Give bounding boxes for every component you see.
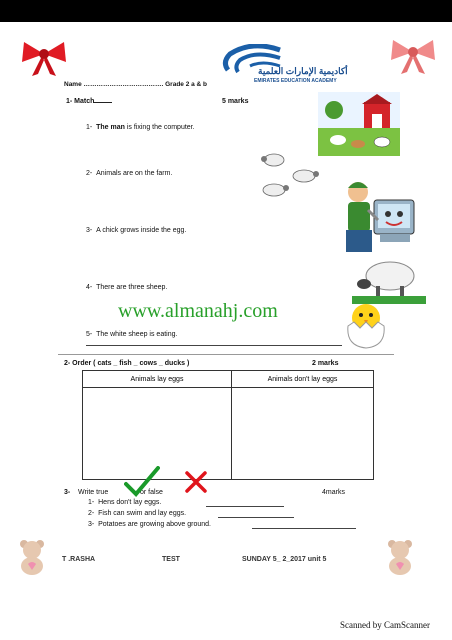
dont-lay-eggs-answer-cell[interactable] [232,388,374,480]
tf-answer-line-1[interactable] [206,506,284,507]
teddy-bear-icon [16,538,48,576]
name-grade-line: Name ………………………………. Grade 2 a & b [64,81,208,88]
scanner-label: Scanned by CamScanner [340,620,430,630]
order-table [82,370,374,480]
footer-date: SUNDAY 5_ 2_2017 unit 5 [242,556,327,563]
section3-title-b: or false [140,489,163,496]
match-item-1: 1- The man is fixing the computer. [86,124,195,131]
man-fixing-computer-icon [340,180,420,258]
tf-answer-line-3[interactable] [252,528,356,529]
section2-title: 2- Order ( cats _ fish _ cows _ ducks ) [64,360,190,367]
footer-test: TEST [162,556,180,563]
website-watermark: www.almanahj.com [118,300,278,322]
pink-bow-icon [390,34,436,76]
match-item-3: 3- A chick grows inside the egg. [86,227,187,234]
section2-marks: 2 marks [312,360,339,367]
tf-item-2: 2- Fish can swim and lay eggs. [88,510,187,517]
section3-marks: 4marks [322,489,345,496]
cross-icon [184,470,208,494]
section-divider [58,354,394,355]
logo-arabic-text: أكاديمية الإمارات العلمية [258,66,348,76]
three-sheep-icon [258,150,330,206]
chick-in-egg-icon [342,298,390,350]
answer-line [86,345,342,346]
match-item-2: 2- Animals are on the farm. [86,170,173,177]
logo-english-text: EMIRATES EDUCATION ACADEMY [254,78,337,84]
sheep-eating-icon [352,254,426,304]
red-bow-icon [20,36,68,78]
scanner-footer [0,590,452,640]
section3-number: 3- [64,489,71,496]
worksheet-page [0,22,452,590]
checkmark-icon [124,466,160,498]
tf-answer-line-2[interactable] [218,517,294,518]
match-item-4: 4- There are three sheep. [86,284,168,291]
tf-item-3: 3- Potatoes are growing above ground. [88,521,211,528]
footer-teacher: T .RASHA [62,556,96,563]
teddy-bear-icon [384,538,416,576]
match-item-5: 5- The white sheep is eating. [86,331,178,338]
section3-title-a: Write true [78,489,109,496]
col-dont-lay-eggs-header: Animals don't lay eggs [232,371,374,388]
tf-item-1: 1- Hens don't lay eggs. [88,499,162,506]
col-lay-eggs-header: Animals lay eggs [83,371,232,388]
farm-picture-icon [318,92,400,156]
section1-marks: 5 marks [222,98,249,105]
section1-title: 1- Match [66,98,112,105]
